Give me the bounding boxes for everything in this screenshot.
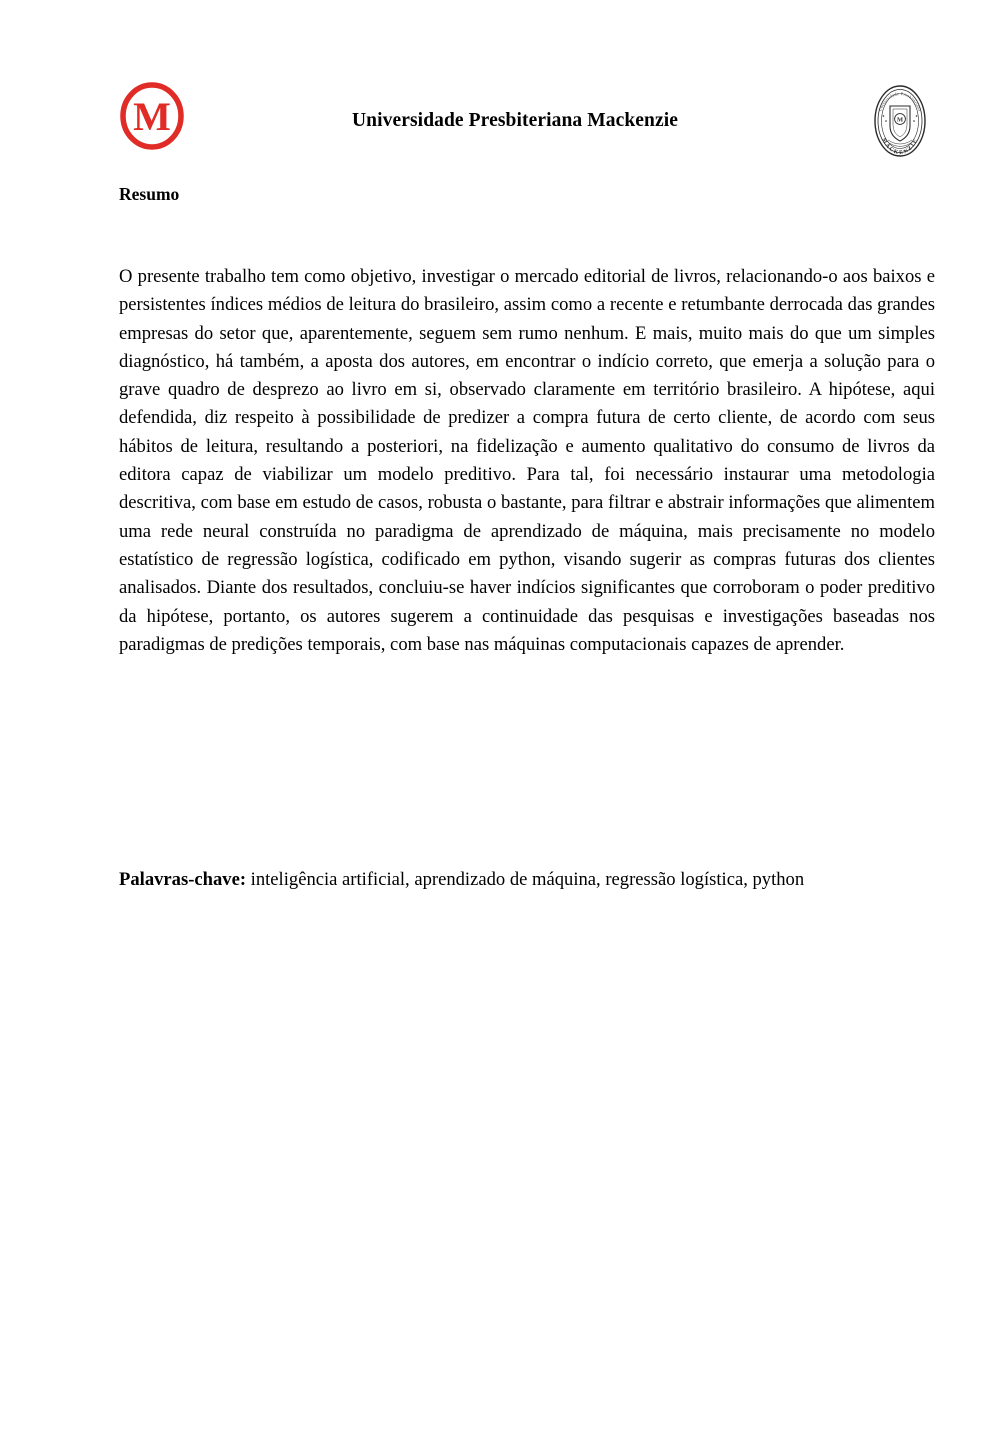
abstract-paragraph: O presente trabalho tem como objetivo, investigar o mercado editorial de livros, relacionando-o aos baixos e persistentes índices médios de leitura do brasileiro, assim como a recente e retumbante derrocada das grandes empresas do setor que, aparentemente, seguem sem rumo nenhum. E mais, muito mais do que um simples diagnóstico, há também, a aposta dos autores, em encontrar o indício correto, que emerja a solução para o grave quadro de desprezo ao livro em si, observado claramente em território brasileiro. A hipótese, aqui defendida, diz respeito à possibilidade de predizer a compra futura de certo cliente, de acordo com seus hábitos de leitura, resultando a posteriori, na fidelização e aumento qualitativo do consumo de livros da editora capaz de viabilizar um modelo preditivo. Para tal, foi necessário instaurar uma metodologia descritiva, com base em estudo de casos, robusta o bastante, para filtrar e abstrair informações que alimentem uma rede neural construída no paradigma de aprendizado de máquina, mais precisamente no modelo estatístico de regressão logística, codificado em python, visando sugerir as compras futuras dos clientes analisados. Diante dos resultados, concluiu-se haver indícios significantes que corroboram o poder preditivo da hipótese, portanto, os autores sugerem a continuidade das pesquisas e investigações baseadas nos paradigmas de predições temporais, com base nas máquinas computacionais capazes de aprender. (119, 266, 935, 655)
svg-text:MACKENZIE: MACKENZIE (880, 137, 920, 157)
document-header (0, 38, 1000, 157)
keywords-label: Palavras-chave: (119, 869, 247, 890)
svg-text:M: M (896, 116, 904, 124)
mackenzie-seal-icon (868, 78, 932, 164)
keywords-line (119, 866, 935, 894)
svg-text:M: M (133, 94, 171, 139)
keywords-value: inteligência artificial, aprendizado de máquina, regressão logística, python (246, 869, 805, 890)
svg-text:Universidade Presbiteriana: Universidade Presbiteriana (877, 90, 923, 112)
section-heading-resumo: Resumo (119, 184, 180, 204)
mackenzie-m-logo-icon (118, 82, 186, 150)
header-university-title: Universidade Presbiteriana Mackenzie (351, 110, 679, 131)
